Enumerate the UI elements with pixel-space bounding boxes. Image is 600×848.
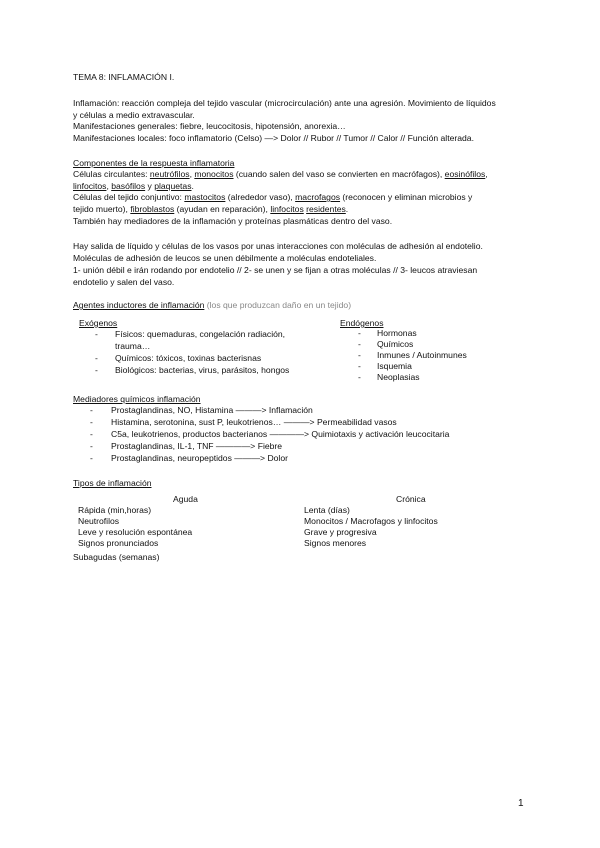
bullet-dash: - (358, 328, 361, 338)
text: . (191, 181, 194, 191)
exogeno-item: Físicos: quemaduras, congelación radiación, (115, 329, 286, 339)
endogeno-item: Inmunes / Autoinmunes (377, 350, 467, 360)
bullet-dash: - (358, 361, 361, 371)
bullet-dash: - (90, 405, 93, 415)
celulas-conjuntivo-line-2 (73, 204, 348, 214)
doc-title: TEMA 8: INFLAMACIÓN I. (73, 72, 175, 82)
mediador-item: Prostaglandinas, neuropeptidos ———> Dolor (111, 453, 288, 463)
componentes-heading: Componentes de la respuesta inflamatoria (73, 158, 235, 168)
cronica-item: Lenta (días) (304, 505, 350, 515)
term-linfocitos: linfocitos (270, 204, 304, 214)
aguda-item: Rápida (min,horas) (78, 505, 152, 515)
bullet-dash: - (358, 372, 361, 382)
intro-line-1: Inflamación: reacción compleja del tejido vascular (microcirculación) ante una agresión. Movimiento de líquidos (73, 98, 496, 108)
mediadores-plasmaticos-line: También hay mediadores de la inflamación y proteínas plasmáticas dentro del vaso. (73, 216, 393, 226)
text: (alrededor vaso), (225, 192, 296, 202)
endogeno-item: Isquemia (377, 361, 412, 371)
bullet-dash: - (95, 353, 98, 363)
salida-line-1: Hay salida de líquido y células de los vasos por unas interacciones con moléculas de adhesión al endotelio. (73, 241, 483, 251)
exogeno-item: Químicos: tóxicos, toxinas bacterisnas (115, 353, 262, 363)
cronica-item: Signos menores (304, 538, 367, 548)
subagudas-line: Subagudas (semanas) (73, 552, 160, 562)
mediador-item: Prostaglandinas, NO, Histamina ———> Inflamación (111, 405, 313, 415)
text: , (189, 169, 195, 179)
cronica-item: Grave y progresiva (304, 527, 377, 537)
salida-line-3: 1- unión débil e irán rodando por endotelio // 2- se unen y se fijan a otras moléculas // 3- leucos atraviesan (73, 265, 478, 275)
term-macrofagos: macrofagos (295, 192, 341, 202)
aguda-item: Leve y resolución espontánea (78, 527, 193, 537)
mediador-item: Histamina, serotonina, sust P, leukotrienos… ———> Permeabilidad vasos (111, 417, 397, 427)
aguda-item: Signos pronunciados (78, 538, 159, 548)
mediadores-heading: Mediadores químicos inflamación (73, 394, 201, 404)
cronica-title: Crónica (396, 494, 426, 504)
text: Células circulantes: (73, 169, 150, 179)
term-neutrofilos: neutrófilos (149, 169, 190, 179)
celulas-conjuntivo-line-1 (73, 192, 472, 202)
text: , (106, 181, 112, 191)
term-fibroblastos: fibroblastos (130, 204, 175, 214)
endogeno-item: Hormonas (377, 328, 417, 338)
term-monocitos: monocitos (194, 169, 234, 179)
term-plaquetas: plaquetas (154, 181, 192, 191)
manifestaciones-generales: Manifestaciones generales: fiebre, leucocitosis, hipotensión, anorexia… (73, 121, 346, 131)
intro-line-2: y células a medio extravascular. (73, 110, 195, 120)
term-mastocitos: mastocitos (184, 192, 226, 202)
manifestaciones-locales: Manifestaciones locales: foco inflamatorio (Celso) —> Dolor // Rubor // Tumor // Calor // Función alterada. (73, 133, 474, 143)
term-eosinofilos: eosinófilos (444, 169, 486, 179)
bullet-dash: - (90, 429, 93, 439)
bullet-dash: - (90, 441, 93, 451)
bullet-dash: - (95, 329, 98, 339)
exogenos-title: Exógenos (79, 318, 118, 328)
bullet-dash: - (358, 350, 361, 360)
bullet-dash: - (90, 417, 93, 427)
page-number: 1 (518, 798, 524, 809)
aguda-item: Neutrofilos (78, 516, 120, 526)
cronica-item: Monocitos / Macrofagos y linfocitos (304, 516, 438, 526)
text: Células del tejido conjuntivo: (73, 192, 185, 202)
agentes-heading-line (73, 300, 351, 310)
agentes-note: (los que produzcan daño en un tejido) (206, 300, 352, 310)
salida-line-2: Moléculas de adhesión de leucos se unen débilmente a moléculas endoteliales. (73, 253, 377, 263)
mediador-item: Prostaglandinas, IL-1, TNF ————> Fiebre (111, 441, 283, 451)
endogeno-item: Químicos (377, 339, 414, 349)
mediador-item: C5a, leukotrienos, productos bacterianos ————> Quimiotaxis y activación leucocitaria (111, 429, 450, 439)
text: . (345, 204, 349, 214)
text: (ayudan en reparación), (174, 204, 271, 214)
term-basofilos: basófilos (111, 181, 146, 191)
endogenos-title: Endógenos (340, 318, 384, 328)
text: y (145, 181, 155, 191)
text: , (485, 169, 488, 179)
aguda-title: Aguda (173, 494, 198, 504)
bullet-dash: - (95, 365, 98, 375)
exogeno-item: trauma… (115, 341, 151, 351)
celulas-circulantes-line-1 (73, 169, 488, 179)
agentes-heading: Agentes inductores de inflamación (73, 300, 205, 310)
endogeno-item: Neoplasias (377, 372, 420, 382)
bullet-dash: - (358, 339, 361, 349)
tipos-heading: Tipos de inflamación (73, 478, 152, 488)
term-residentes: residentes (306, 204, 346, 214)
term-linfocitos: linfocitos (73, 181, 107, 191)
exogeno-item: Biológicos: bacterias, virus, parásitos, hongos (115, 365, 290, 375)
text: (cuando salen del vaso se convierten en macrófagos), (233, 169, 445, 179)
text: tejido muerto), (73, 204, 131, 214)
celulas-circulantes-line-2 (73, 181, 194, 191)
salida-line-4: endotelio y salen del vaso. (73, 277, 175, 287)
bullet-dash: - (90, 453, 93, 463)
text: (reconocen y eliminan microbios y (340, 192, 473, 202)
